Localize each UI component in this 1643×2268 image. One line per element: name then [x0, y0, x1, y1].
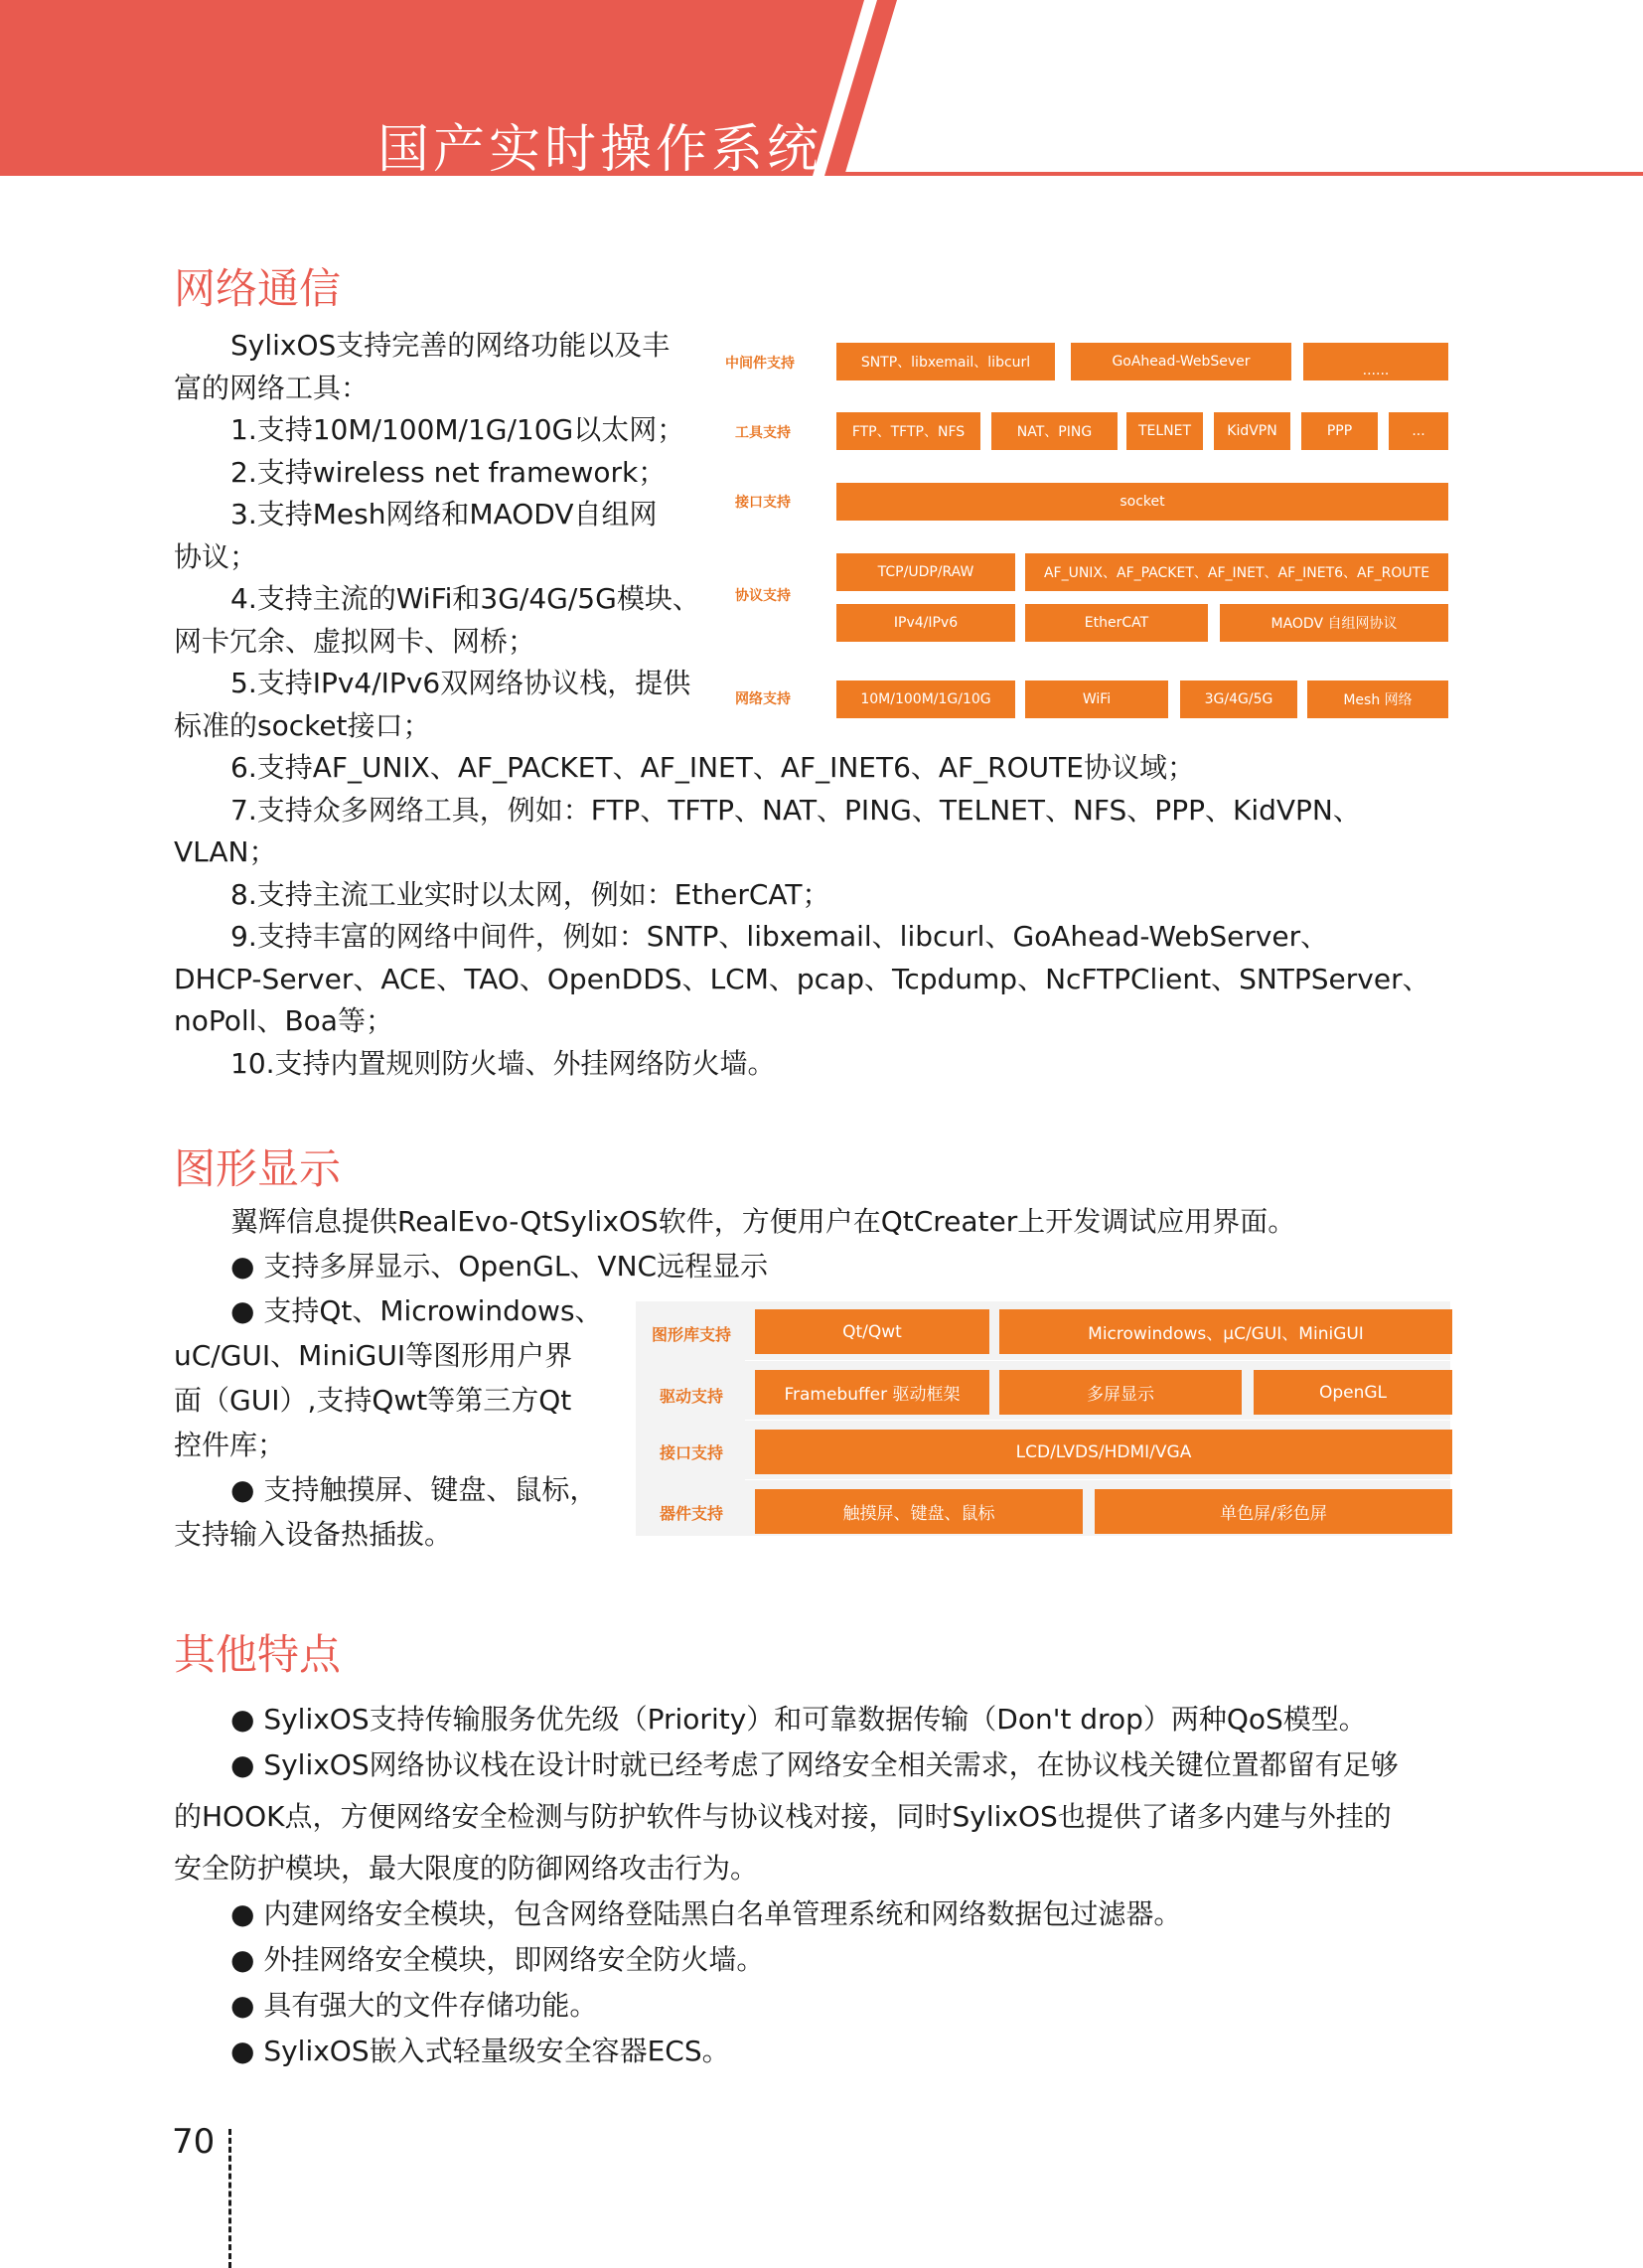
diagram-label-graphics-lib: 图形库支持 [651, 1325, 731, 1344]
text-line: 7.支持众多网络工具，例如：FTP、TFTP、NAT、PING、TELNET、NFS、PPP、KidVPN、 [230, 793, 1361, 827]
text-line: uC/GUI、MiniGUI等图形用户界 [174, 1339, 573, 1372]
text-line: 9.支持丰富的网络中间件，例如：SNTP、libxemail、libcurl、GoAhead-WebServer、 [230, 920, 1329, 953]
text-line: ● SylixOS嵌入式轻量级安全容器ECS。 [230, 2035, 730, 2067]
diagram-box: MAODV 自组网协议 [1220, 604, 1448, 642]
text-line: ● 支持Qt、Microwindows、 [230, 1294, 603, 1327]
diagram-box: Mesh 网络 [1307, 680, 1448, 718]
diagram-box: 触摸屏、键盘、鼠标 [755, 1489, 1083, 1534]
diagram-box: WiFi [1025, 680, 1168, 718]
text-line: 网卡冗余、虚拟网卡、网桥； [174, 624, 536, 658]
diagram-box: SNTP、libxemail、libcurl [836, 343, 1055, 380]
diagram-box: Qt/Qwt [755, 1309, 989, 1354]
diagram-box: socket [836, 483, 1448, 521]
text-line: noPoll、Boa等； [174, 1004, 393, 1037]
text-line: 支持输入设备热插拔。 [174, 1518, 453, 1551]
diagram-label-device: 器件支持 [659, 1504, 723, 1523]
text-line: 的HOOK点，方便网络安全检测与防护软件与协议栈对接，同时SylixOS也提供了诸多内建与外挂的 [174, 1800, 1392, 1833]
diagram-box: PPP [1301, 412, 1378, 450]
diagram-box: GoAhead-WebSever [1071, 343, 1291, 380]
text-line: DHCP-Server、ACE、TAO、OpenDDS、LCM、pcap、Tcpdump、NcFTPClient、SNTPServer、 [174, 962, 1430, 995]
diagram-box: EtherCAT [1025, 604, 1208, 642]
diagram-box: 多屏显示 [999, 1370, 1242, 1415]
diagram-box: TELNET [1126, 412, 1203, 450]
text-line: 3.支持Mesh网络和MAODV自组网 [230, 498, 658, 530]
text-line: 10.支持内置规则防火墙、外挂网络防火墙。 [230, 1046, 776, 1080]
diagram-box: FTP、TFTP、NFS [836, 412, 980, 450]
text-line: 标准的socket接口； [174, 708, 431, 742]
diagram-divider [745, 1360, 1450, 1361]
text-line: 面（GUI）,支持Qwt等第三方Qt [174, 1384, 572, 1417]
text-line: 5.支持IPv4/IPv6双网络协议栈，提供 [230, 667, 691, 699]
text-line: SylixOS支持完善的网络功能以及丰 [230, 329, 671, 362]
text-line: 8.支持主流工业实时以太网，例如：EtherCAT； [230, 877, 830, 911]
text-line: 安全防护模块，最大限度的防御网络攻击行为。 [174, 1852, 759, 1885]
diagram-label-network: 网络支持 [735, 691, 791, 707]
text-line: 翼辉信息提供RealEvo-QtSylixOS软件，方便用户在QtCreater上开发调试应用界面。 [230, 1205, 1296, 1238]
text-line: ● 支持多屏显示、OpenGL、VNC远程显示 [230, 1250, 769, 1283]
text-line: 协议； [174, 539, 258, 573]
diagram-box: Microwindows、μC/GUI、MiniGUI [999, 1309, 1452, 1354]
diagram-divider [745, 1420, 1450, 1421]
text-line: ● SylixOS网络协议栈在设计时就已经考虑了网络安全相关需求，在协议栈关键位置都留有足够 [230, 1748, 1399, 1781]
header-rule [844, 172, 1643, 176]
diagram-box: KidVPN [1214, 412, 1290, 450]
text-line: 4.支持主流的WiFi和3G/4G/5G模块、 [230, 582, 700, 615]
diagram-box: 3G/4G/5G [1180, 680, 1297, 718]
diagram-label-interface: 接口支持 [735, 495, 791, 511]
page-header-title: 国产实时操作系统 [377, 120, 823, 180]
section-heading-other: 其他特点 [174, 1630, 342, 1679]
diagram-box: Framebuffer 驱动框架 [755, 1370, 989, 1415]
diagram-box: AF_UNIX、AF_PACKET、AF_INET、AF_INET6、AF_ROUTE [1025, 553, 1448, 591]
text-line: 富的网络工具： [174, 371, 370, 404]
text-line: 2.支持wireless net framework； [230, 455, 667, 489]
diagram-label-driver: 驱动支持 [659, 1387, 723, 1406]
diagram-box: TCP/UDP/RAW [836, 553, 1015, 591]
text-line: 控件库； [174, 1429, 286, 1461]
diagram-box: NAT、PING [991, 412, 1118, 450]
page-number-rule [228, 2129, 231, 2268]
diagram-label-middleware: 中间件支持 [725, 356, 795, 372]
text-line: ● SylixOS支持传输服务优先级（Priority）和可靠数据传输（Don't drop）两种QoS模型。 [230, 1703, 1367, 1736]
section-heading-graphics: 图形显示 [174, 1144, 342, 1193]
diagram-divider [745, 1479, 1450, 1480]
text-line: 1.支持10M/100M/1G/10G以太网； [230, 413, 685, 446]
diagram-box: 单色屏/彩色屏 [1095, 1489, 1452, 1534]
section-heading-network: 网络通信 [174, 264, 342, 313]
other-text [174, 1697, 1399, 2074]
text-line: ● 支持触摸屏、键盘、鼠标， [230, 1473, 598, 1506]
text-line: VLAN； [174, 835, 277, 868]
page-number: 70 [172, 2122, 216, 2162]
text-line: 6.支持AF_UNIX、AF_PACKET、AF_INET、AF_INET6、AF_ROUTE协议域； [230, 751, 1195, 784]
text-line: ● 内建网络安全模块，包含网络登陆黑白名单管理系统和网络数据包过滤器。 [230, 1897, 1182, 1930]
diagram-label-protocol: 协议支持 [735, 588, 791, 604]
diagram-label-tools: 工具支持 [735, 425, 791, 441]
diagram-box: ... [1389, 412, 1448, 450]
text-line: ● 外挂网络安全模块，即网络安全防火墙。 [230, 1943, 765, 1976]
diagram-box: OpenGL [1254, 1370, 1452, 1415]
diagram-box: 10M/100M/1G/10G [836, 680, 1015, 718]
diagram-box: ...... [1303, 343, 1448, 380]
text-line: ● 具有强大的文件存储功能。 [230, 1989, 598, 2022]
diagram-box: IPv4/IPv6 [836, 604, 1015, 642]
diagram-box: LCD/LVDS/HDMI/VGA [755, 1430, 1452, 1474]
diagram-label-interface: 接口支持 [659, 1443, 723, 1462]
